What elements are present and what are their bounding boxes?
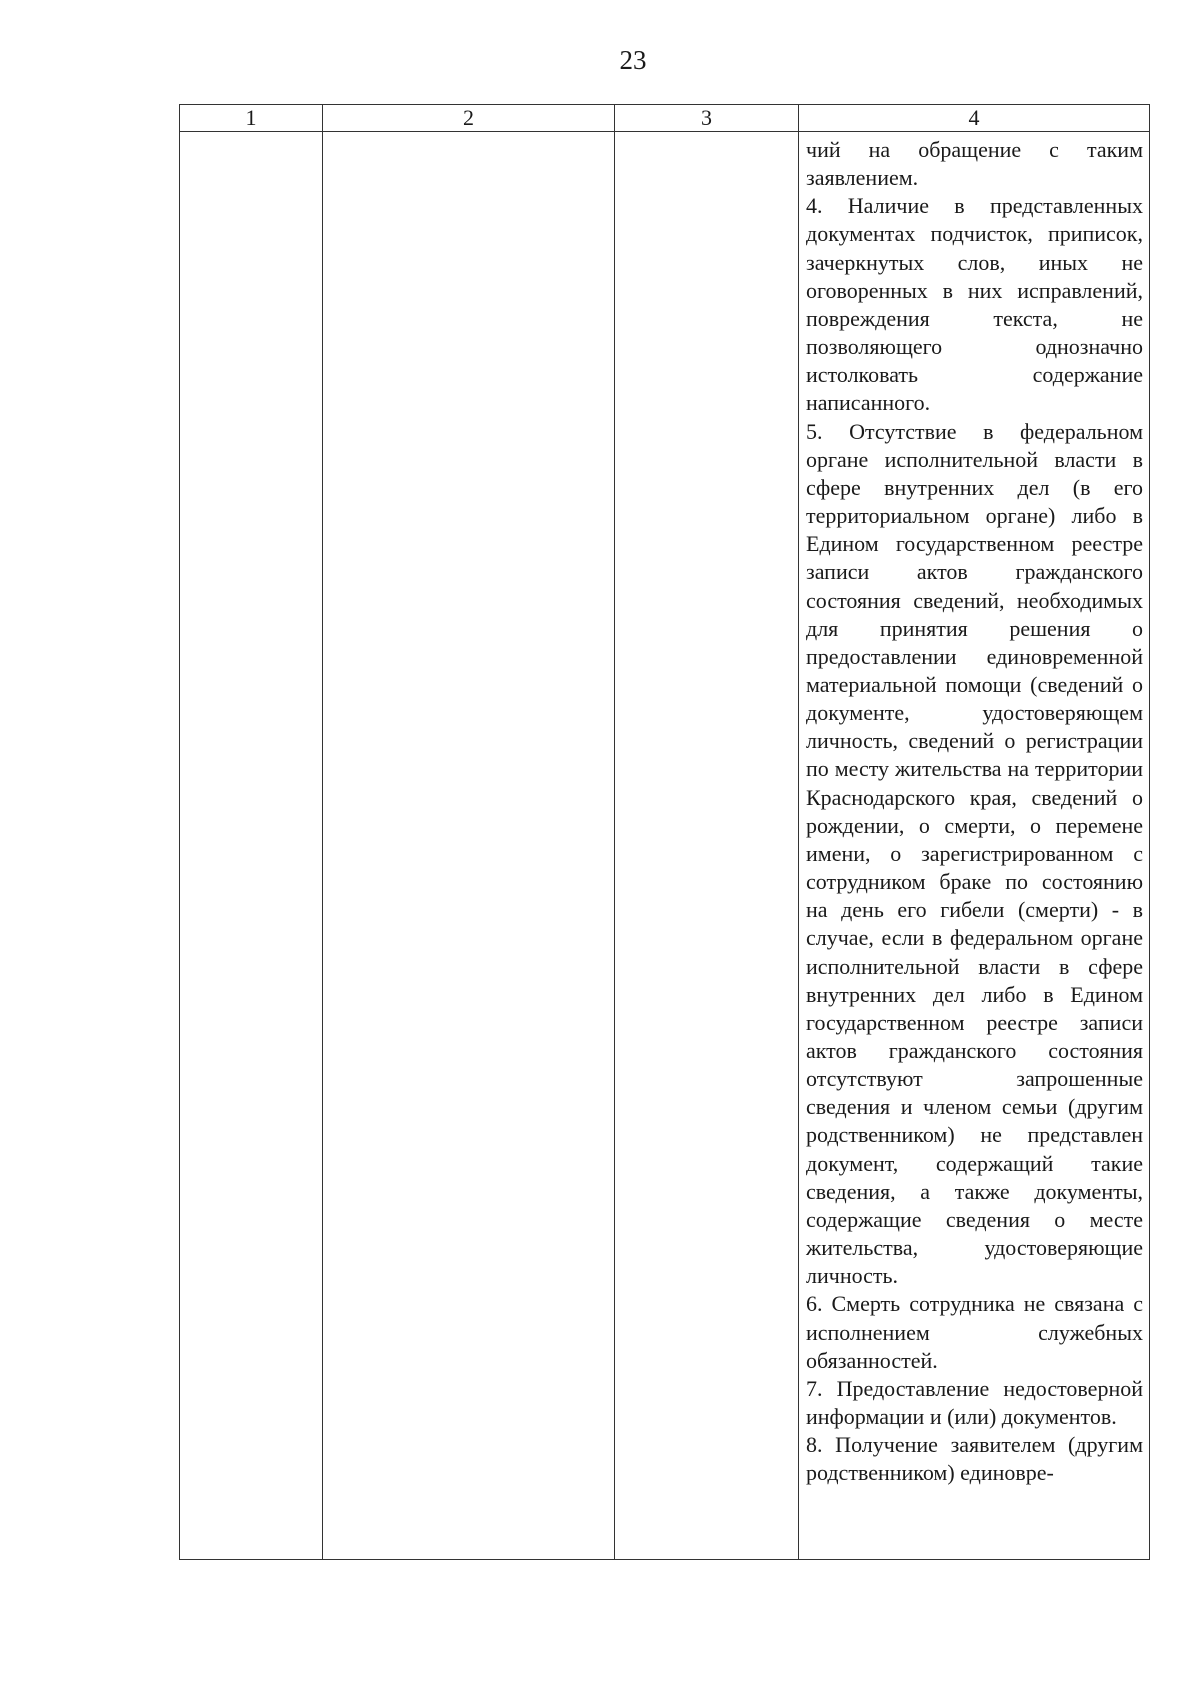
paragraph-item-4: 4. Наличие в представленных документах подчисток, приписок, зачеркнутых слов, иных не оговоренных в них исправлений, повреждения текста, не позволяющего однозначно истолковать содержание написанного.	[806, 193, 1143, 416]
paragraph-item-7: 7. Предоставление недостоверной информации и (или) документов.	[806, 1375, 1143, 1430]
table-cell-col1	[180, 132, 323, 1560]
column-header-2: 2	[323, 105, 615, 132]
paragraph-item-6: 6. Смерть сотрудника не связана с исполнением служебных обязанностей.	[806, 1291, 1143, 1373]
paragraph-continuation: чий на обращение с таким заявлением.	[806, 137, 1143, 191]
table-header-row	[180, 105, 1150, 132]
table-cell-col4	[799, 132, 1150, 1560]
paragraph-item-8: 8. Получение заявителем (другим родственником) единовре-	[806, 1432, 1143, 1486]
document-table	[179, 104, 1150, 1560]
column-header-4: 4	[799, 105, 1150, 132]
column-header-3: 3	[615, 105, 799, 132]
table-row	[180, 132, 1150, 1560]
column-header-1: 1	[180, 105, 323, 132]
table-cell-col3	[615, 132, 799, 1560]
page-number: 23	[619, 45, 647, 75]
paragraph-item-5: 5. Отсутствие в федеральном органе исполнительной власти в сфере внутренних дел (в его территориальном органе) либо в Едином государственном реестре записи актов гражданского состояния сведений, необходимых для принятия решения о предоставлении единовременной материальной помощи (сведений о документе, удостоверяющем личность, сведений о регистрации по месту жительства на территории Краснодарского края, сведений о рождении, о смерти, о перемене имени, о зарегистрированном с сотрудником браке по состоянию на день его гибели (смерти) - в случае, если в федеральном органе исполнительной власти в сфере внутренних дел либо в Едином государственном реестре записи актов гражданского состояния отсутствуют запрошенные сведения и членом семьи (другим родственником) не представлен документ, содержащий такие сведения, а также документы, содержащие сведения о месте жительства, удостоверяющие личность.	[806, 418, 1143, 1289]
table-cell-col2	[323, 132, 615, 1560]
